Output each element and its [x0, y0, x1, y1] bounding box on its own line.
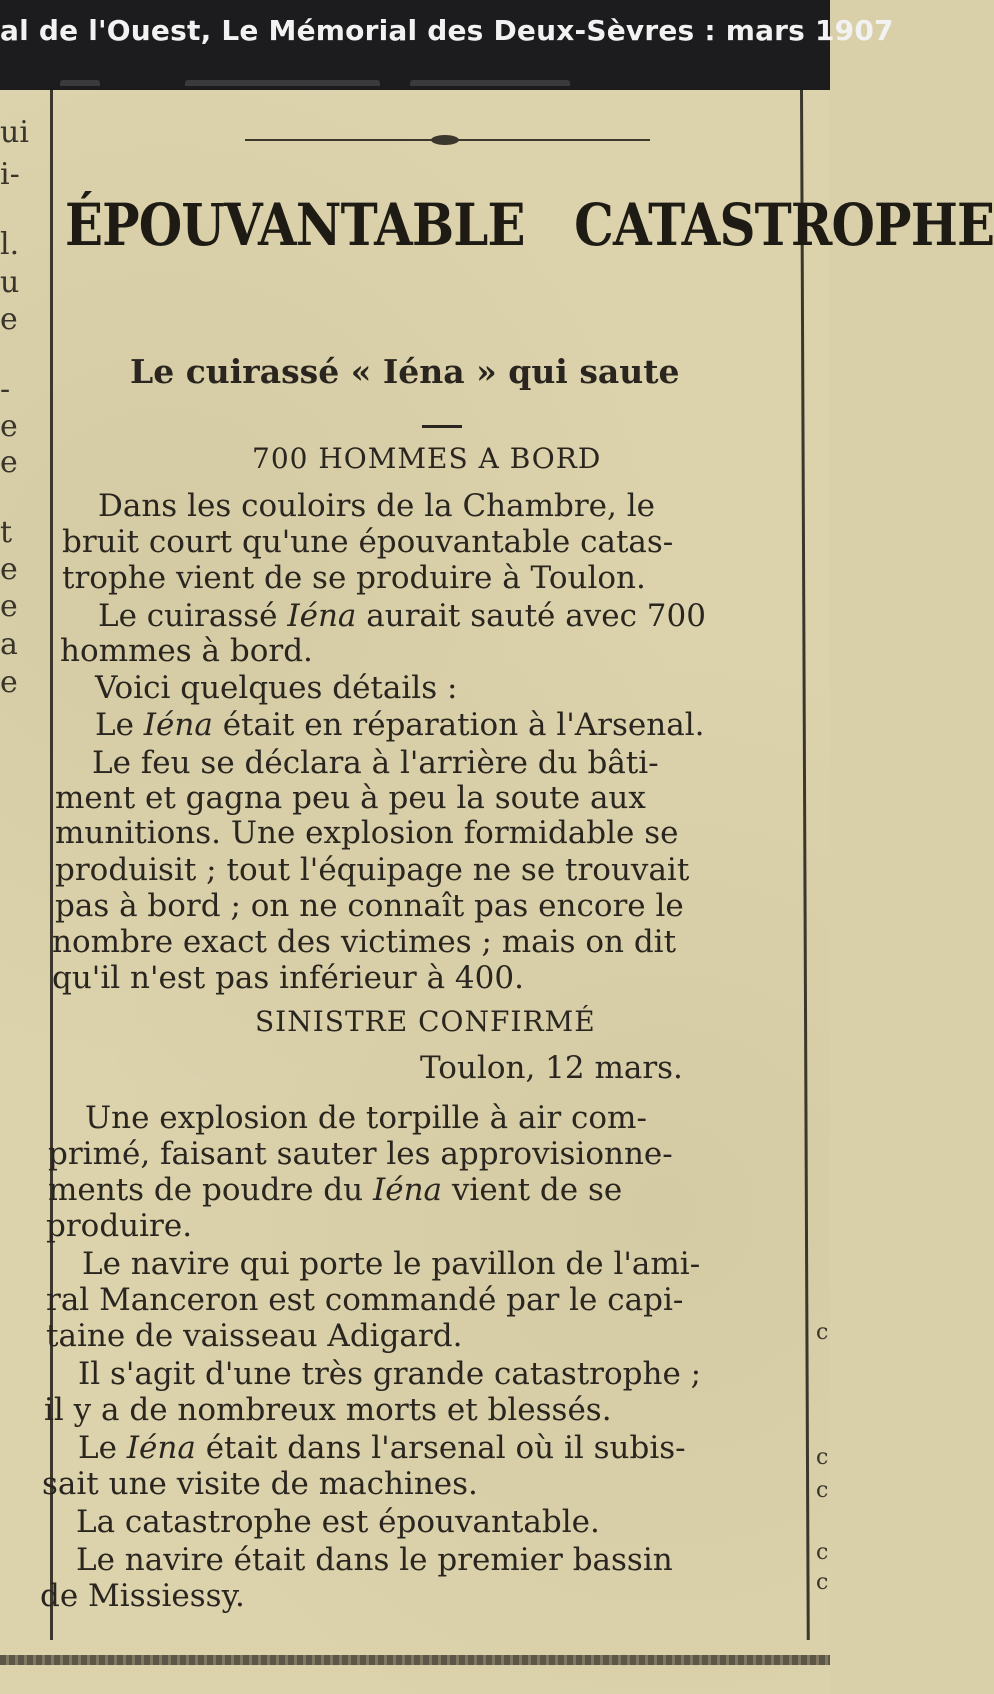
text-run: Le [78, 1430, 127, 1466]
text-line: Le navire était dans le premier bassin [76, 1542, 673, 1578]
left-fragment: u [0, 265, 20, 300]
section-heading: SINISTRE CONFIRMÉ [255, 1005, 596, 1038]
text-line: Le feu se déclara à l'arrière du bâti- [92, 745, 659, 781]
tab-indicator[interactable] [60, 80, 100, 86]
text-line [78, 1430, 686, 1466]
subheadline: Le cuirassé « Iéna » qui saute [130, 352, 680, 391]
left-fragment: e [0, 552, 18, 587]
ship-name: Iéna [372, 1172, 443, 1208]
text-run: ments de poudre du [48, 1172, 373, 1208]
text-line: bruit court qu'une épouvantable catas- [62, 524, 674, 560]
bottom-rule [0, 1655, 830, 1665]
left-fragment: e [0, 409, 18, 444]
right-column-fragments [808, 90, 830, 1694]
right-fragment: c [816, 1445, 829, 1470]
text-line: ment et gagna peu à peu la soute aux [55, 780, 646, 816]
text-line: Voici quelques détails : [95, 670, 458, 706]
text-line: nombre exact des victimes ; mais on dit [52, 924, 677, 960]
headline: ÉPOUVANTABLE CATASTROPHE [65, 191, 994, 259]
text-line: munitions. Une explosion formidable se [55, 815, 679, 851]
right-fragment: c [816, 1320, 829, 1345]
left-fragment: l. [0, 227, 20, 262]
text-line: ral Manceron est commandé par le capi- [46, 1282, 684, 1318]
text-line: qu'il n'est pas inférieur à 400. [52, 960, 524, 996]
ornament-rule-icon [245, 135, 650, 145]
window-title: al de l'Ouest, Le Mémorial des Deux-Sèvres : mars 1907 [0, 14, 894, 47]
right-fragment: c [816, 1478, 829, 1503]
left-fragment: i- [0, 157, 20, 192]
text-line: il y a de nombreux morts et blessés. [44, 1392, 612, 1428]
left-fragment: e [0, 445, 18, 480]
text-line: produisit ; tout l'équipage ne se trouvait [55, 852, 690, 888]
ship-name: Iéna [126, 1430, 196, 1466]
text-line: pas à bord ; on ne connaît pas encore le [55, 888, 684, 924]
text-line [95, 707, 704, 743]
text-line: primé, faisant sauter les approvisionne- [48, 1136, 673, 1172]
text-line [98, 598, 706, 634]
left-fragment: ui [0, 115, 29, 150]
text-run: vient de se [442, 1172, 623, 1208]
text-line: hommes à bord. [60, 633, 313, 669]
text-line: Une explosion de torpille à air com- [85, 1100, 647, 1136]
ship-name: Iéna [287, 598, 357, 634]
text-run: aurait sauté avec 700 [356, 598, 706, 634]
newspaper-page [0, 90, 994, 1694]
text-run: Le cuirassé [98, 598, 288, 634]
left-fragment: t [0, 515, 13, 550]
dateline: Toulon, 12 mars. [420, 1050, 683, 1086]
left-fragment: a [0, 627, 18, 662]
left-fragment: - [0, 372, 11, 407]
text-line: sait une visite de machines. [42, 1466, 478, 1502]
separator-dash [422, 425, 462, 428]
text-line [48, 1172, 622, 1208]
left-fragment: e [0, 665, 18, 700]
text-line: trophe vient de se produire à Toulon. [62, 560, 646, 596]
text-line: Dans les couloirs de la Chambre, le [98, 488, 655, 524]
text-run: était dans l'arsenal où il subis- [195, 1430, 686, 1466]
text-line: Le navire qui porte le pavillon de l'ami- [82, 1246, 701, 1282]
text-run: Le [95, 707, 144, 743]
tab-indicator[interactable] [185, 80, 380, 86]
article [40, 90, 994, 1694]
left-fragment: e [0, 302, 18, 337]
text-line: de Missiessy. [40, 1578, 245, 1614]
text-line: Il s'agit d'une très grande catastrophe ; [78, 1356, 702, 1392]
right-fragment: c [816, 1570, 829, 1595]
title-bar [0, 0, 894, 90]
ship-name: Iéna [143, 707, 213, 743]
text-run: était en réparation à l'Arsenal. [212, 707, 705, 743]
text-line: produire. [46, 1208, 193, 1244]
section-heading: 700 HOMMES A BORD [252, 442, 602, 475]
tab-strip [0, 80, 830, 90]
text-line: La catastrophe est épouvantable. [76, 1504, 600, 1540]
right-fragment: c [816, 1540, 829, 1565]
left-fragment: e [0, 589, 18, 624]
tab-indicator[interactable] [410, 80, 570, 86]
text-line: taine de vaisseau Adigard. [46, 1318, 463, 1354]
